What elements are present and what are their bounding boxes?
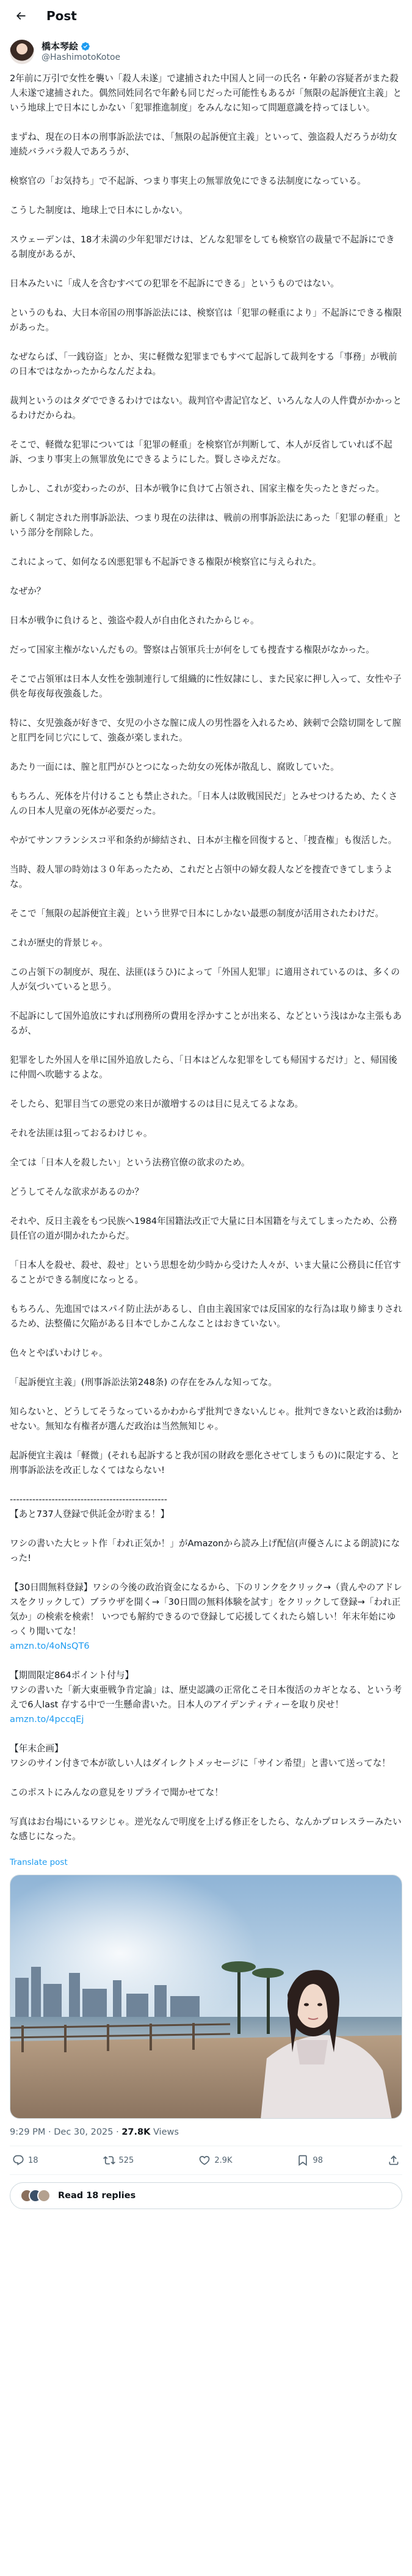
action-bar: [10, 2146, 402, 2175]
promo-text: 【あと737人登録で供託金が貯まる！】: [10, 1509, 170, 1519]
reply-button[interactable]: [12, 2154, 38, 2166]
post-author: [0, 32, 412, 64]
post-paragraph: なぜならば、「一銭窃盗」とか、実に軽微な犯罪までもすべて起訴して裁判をする「事務」が戦前の日本ではなかったからなんだよね。: [10, 352, 397, 377]
photo-odaiba-image: [10, 1875, 402, 2119]
top-bar: [0, 0, 412, 32]
post-paragraph: 2年前に万引で女性を襲い「殺人未遂」で逮捕された中国人と同一の氏名・年齢の容疑者がまた殺人未遂で逮捕された。偶然同姓同名で年齢も同じだった可能性もあるが「無限の起訴便宜主義」という地球上で日本にしかない「犯罪推進制度」をみんなに知って問題意識を持ってほしい。: [10, 73, 402, 113]
bookmark-icon: [297, 2154, 309, 2166]
post-paragraph: 全ては「日本人を殺したい」という法務官僚の欲求のため。: [10, 1157, 250, 1168]
post-paragraph: この占領下の制度が、現在、法匪(ほうひ)によって「外国人犯罪」に適用されているのは、多くの人が気づいていると思う。: [10, 967, 400, 992]
promo-paragraphs: [10, 1507, 402, 1844]
post-paragraph: 犯罪をした外国人を単に国外追放したら、「日本はどんな犯罪をしても帰国するだけ」と、帰国後に仲間へ吹聴するよな。: [10, 1055, 397, 1080]
repost-button[interactable]: [103, 2154, 134, 2166]
post-paragraph: そこで「無限の起訴便宜主義」という世界で日本にしかない最悪の制度が活用されたわけだ。: [10, 908, 384, 919]
post-timestamp[interactable]: 9:29 PM · Dec 30, 2025 ·: [10, 2127, 122, 2137]
post-paragraph: 色々とやばいわけじゃ。: [10, 1348, 108, 1358]
read-replies-button[interactable]: [10, 2182, 402, 2209]
repost-count: 525: [118, 2155, 134, 2165]
post-paragraph: 日本みたいに「成人を含むすべての犯罪を不起訴にできる」というものではない。: [10, 278, 339, 289]
post-photo[interactable]: [10, 1875, 402, 2119]
post-paragraph: やがてサンフランシスコ平和条約が締結され、日本が主権を回復すると、「捜査権」も復活した。: [10, 835, 397, 845]
post-paragraph: 日本が戦争に負けると、強盗や殺人が自由化されたからじゃ。: [10, 615, 259, 626]
avatar[interactable]: [10, 40, 34, 64]
post-paragraph: これによって、如何なる凶悪犯罪も不起訴できる権限が検察官に与えられた。: [10, 557, 322, 567]
post-paragraph: もちろん、死体を片付けることも禁止された。「日本人は敗戦国民だ」とみせつけるため、たくさんの日本人児童の死体が必要だった。: [10, 791, 398, 816]
post-paragraph: 裁判というのはタダでできるわけではない。裁判官や書記官など、いろんな人の人件費がかかっとるわけだからね。: [10, 396, 402, 421]
bookmark-count: 98: [313, 2155, 323, 2165]
promo-link[interactable]: amzn.to/4oNsQT6: [10, 1641, 90, 1651]
display-name-row: [42, 41, 120, 52]
post-paragraph: こうした制度は、地球上で日本にしかない。: [10, 205, 188, 215]
promo-paragraph: [10, 1742, 402, 1771]
post-body: [0, 64, 412, 1844]
post-paragraph: スウェーデンは、18才未満の少年犯罪だけは、どんな犯罪をしても検察官の裁量で不起訴にできる制度があるが、: [10, 234, 395, 259]
post-paragraph: 当時、殺人罪の時効は３０年あったため、これだと占領中の婦女殺人などを捜査できてしまうよな。: [10, 864, 392, 889]
post-paragraph: なぜか？: [10, 586, 46, 596]
post-paragraphs: [10, 71, 402, 1478]
post-paragraph: それや、反日主義をもつ民族へ1984年国籍法改正で大量に日本国籍を与えてしまったため、公務員任官の道が開かれたからだ。: [10, 1216, 397, 1241]
post-paragraph: 不起訴にして国外追放にすれば刑務所の費用を浮かすことが出来る、などという浅はかな主張もあるが、: [10, 1011, 402, 1036]
post-paragraph: しかし、これが変わったのが、日本が戦争に負けて占領され、国家主権を失ったときだった。: [10, 483, 385, 494]
post-paragraph: まずね、現在の日本の刑事訴訟法では、「無限の起訴便宜主義」といって、強盗殺人だろうが幼女連続バラバラ殺人であろうが、: [10, 132, 397, 157]
divider-line: -------------------------------------------------: [10, 1494, 168, 1505]
back-button[interactable]: [10, 5, 32, 27]
views-count: 27.8K: [121, 2127, 151, 2137]
repost-icon: [103, 2154, 115, 2166]
promo-text: 【30日間無料登録】ワシの今後の政治資金になるから、下のリンクをクリック→（貴んやのアドレスをクリックして）ブラウザを開く→「30日間の無料体験を試す」をクリックして登録→「われ正気か」の検索を検索！ いつでも解約できるので登録して応援してくれたら嬉しい！年末年始にゆっくり聞いてな！: [10, 1582, 402, 1637]
promo-text: 写真はお台場にいるワシじゃ。逆光なんで明度を上げる修正をしたら、なんかプロレスラーみたいな感じになった。: [10, 1817, 402, 1842]
promo-paragraph: [10, 1668, 402, 1727]
views-label: Views: [150, 2127, 179, 2137]
post-paragraph: もちろん、先進国ではスパイ防止法があるし、自由主義国家では反国家的な行為は取り締まりされるため、法整備に欠陥がある日本でしかこんなことはおきていない。: [10, 1304, 403, 1329]
post-paragraph: 新しく制定された刑事訴訟法、つまり現在の法律は、戦前の刑事訴訟法にあった「犯罪の軽重」という部分を削除した。: [10, 513, 402, 538]
promo-text: 【年末企画】 ワシのサイン付きで本が欲しい人はダイレクトメッセージに「サイン希望」と書いて送ってな！: [10, 1743, 391, 1768]
post-paragraph: 「起訴便宜主義」(刑事訴訟法第248条) の存在をみんな知ってな。: [10, 1377, 277, 1387]
like-button[interactable]: [198, 2154, 232, 2166]
reply-avatar: [37, 2189, 51, 2202]
author-names: [42, 41, 120, 63]
read-replies-label: Read 18 replies: [58, 2191, 136, 2201]
post-paragraph: これが歴史的背景じゃ。: [10, 938, 108, 948]
post-paragraph: 起訴便宜主義は「軽微」(それも起訴すると我が国の財政を悪化させてしまうもの)に限定する、と刑事訴訟法を改正しなくてはならない!: [10, 1450, 400, 1475]
post-paragraph: 「日本人を殺せ、殺せ、殺せ」という思想を幼少時から受けた人々が、いま大量に公務員に任官することができる制度になっとる。: [10, 1260, 402, 1285]
post-paragraph: 知らないと、どうしてそうなっているかわからず批判できないんじゃ。批判できないと政治は動かせない。無知な有権者が選んだ政治は当然無知じゃ。: [10, 1406, 402, 1431]
post-paragraph: そしたら、犯罪目当ての悪党の来日が激増するのは目に見えてるよなあ。: [10, 1099, 304, 1109]
page-title: Post: [46, 9, 77, 23]
post-paragraph: そこで占領軍は日本人女性を強制連行して組織的に性奴隷にし、また民家に押し入って、女性や子供を毎夜毎夜強姦した。: [10, 674, 402, 699]
promo-paragraph: [10, 1785, 402, 1800]
post-paragraph: そこで、軽微な犯罪については「犯罪の軽重」を検察官が判断して、本人が反省していれば不起訴、つまり事実上の無罪放免にできるようにした。賢しさゆえだな。: [10, 440, 392, 465]
promo-link[interactable]: amzn.to/4pccqEj: [10, 1714, 84, 1724]
translate-link[interactable]: Translate post: [10, 1858, 68, 1867]
promo-text: 【期間限定864ポイント付与】 ワシの書いた「新大東亜戦争肯定論」は、歴史認識の正常化こそ日本復活のカギとなる、という考えで6人last 存する中で一生懸命書いた。日本人のアイデンティティーを取り戻せ！: [10, 1670, 402, 1710]
promo-paragraph: [10, 1815, 402, 1844]
promo-text: ワシの書いた大ヒット作「われ正気か！」がAmazonから読み上げ配信(声優さんによる朗読)になった!: [10, 1538, 400, 1563]
promo-paragraph: [10, 1507, 402, 1522]
promo-text: このポストにみんなの意見をリプライで聞かせてな！: [10, 1787, 223, 1798]
display-name[interactable]: 橋本琴絵: [42, 40, 79, 52]
post-paragraph: だって国家主権がないんだもの。警察は占領軍兵士が何をしても捜査する権限がなかった。: [10, 645, 375, 655]
reply-count: 18: [28, 2155, 38, 2165]
back-arrow-icon: [15, 10, 27, 22]
post-paragraph: あたり一面には、膣と肛門がひとつになった幼女の死体が散乱し、腐敗していた。: [10, 762, 339, 772]
handle[interactable]: @HashimotoKotoe: [42, 52, 121, 62]
post-paragraph: それを法匪は狙っておるわけじゃ。: [10, 1128, 153, 1138]
share-icon: [388, 2154, 400, 2166]
share-button[interactable]: [388, 2154, 400, 2166]
post-paragraph: 検察官の「お気持ち」で不起訴、つまり事実上の無罪放免にできる法制度になっている。: [10, 176, 366, 186]
post-paragraph: どうしてそんな欲求があるのか？: [10, 1187, 143, 1197]
reply-avatars: [20, 2189, 46, 2202]
verified-badge-icon: [81, 42, 90, 51]
heart-icon: [198, 2154, 211, 2166]
promo-paragraph: [10, 1580, 402, 1654]
post-paragraph: 特に、女児強姦が好きで、女児の小さな膣に成人の男性器を入れるため、鋏刺で会陰切開をして膣と肛門を同じ穴にして、強姦が楽しまれた。: [10, 718, 402, 743]
post-meta: [0, 2119, 412, 2146]
promo-paragraph: [10, 1536, 402, 1566]
reply-icon: [12, 2154, 24, 2166]
post-paragraph: というのもね、大日本帝国の刑事訴訟法には、検察官は「犯罪の軽重により」不起訴にできる権限があった。: [10, 308, 402, 333]
bookmark-button[interactable]: [297, 2154, 323, 2166]
like-count: 2.9K: [214, 2155, 233, 2165]
